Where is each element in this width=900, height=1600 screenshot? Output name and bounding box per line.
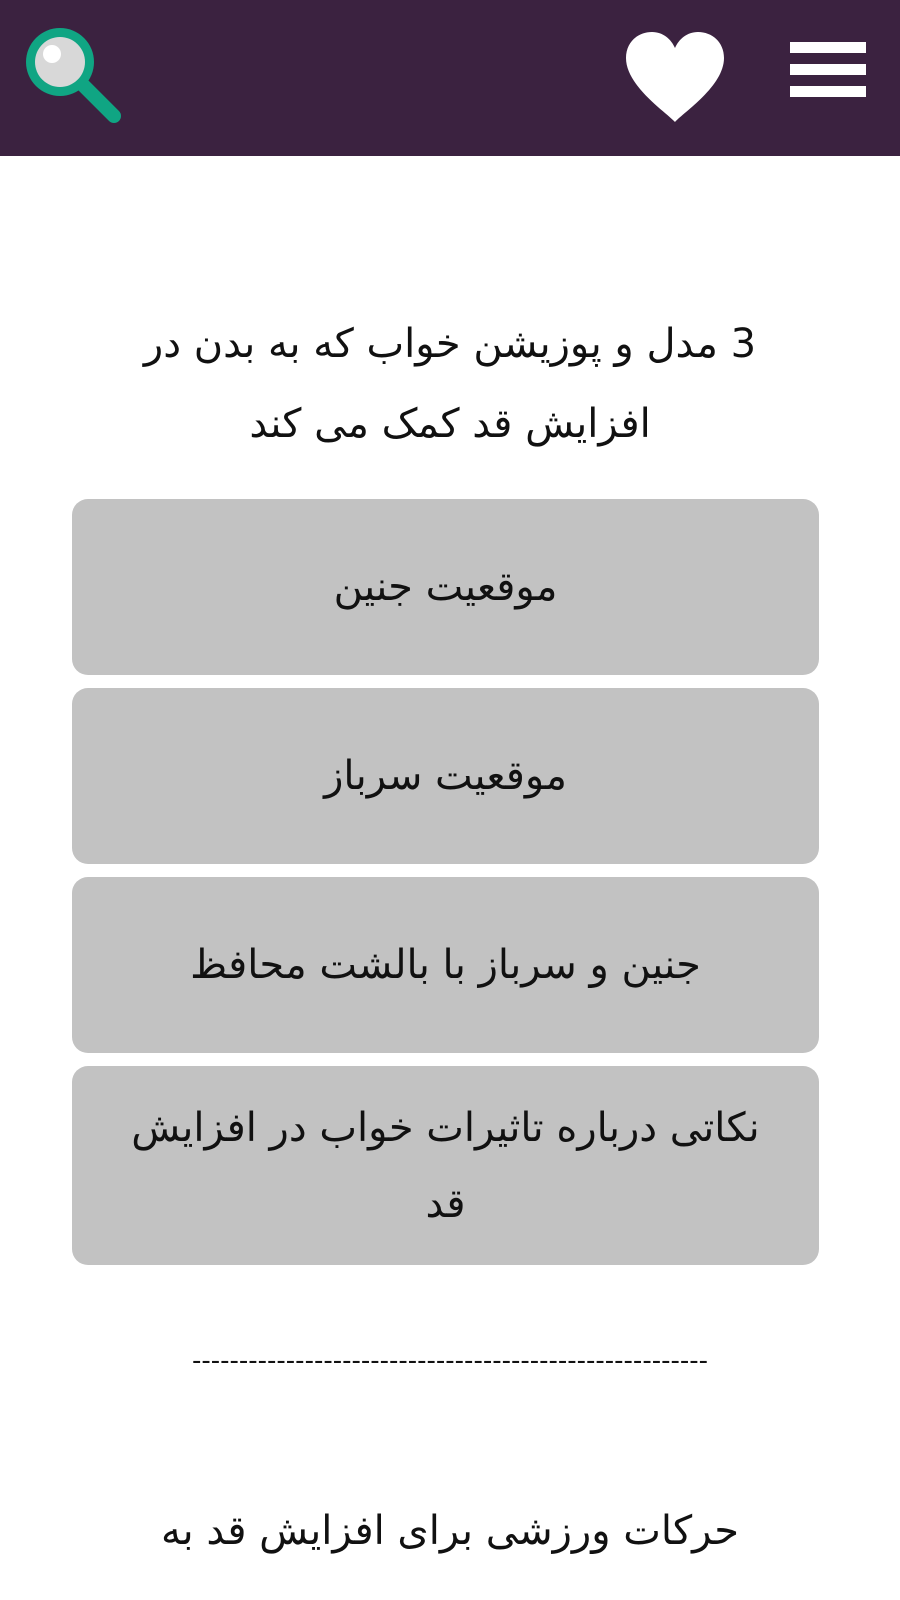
heart-icon bbox=[622, 28, 728, 126]
topic-button-fetal-position[interactable] bbox=[72, 499, 819, 675]
page-heading: 3 مدل و پوزیشن خواب که به بدن در افزایش قد کمک می کند bbox=[143, 321, 757, 447]
topic-button-label: موقعیت سرباز bbox=[324, 753, 567, 799]
main-content bbox=[0, 156, 900, 1600]
topic-button-label: نکاتی درباره تاثیرات خواب در افزایش قد bbox=[131, 1104, 760, 1227]
topic-button-fetal-soldier-pillow[interactable] bbox=[72, 877, 819, 1053]
app-header bbox=[0, 0, 900, 156]
menu-button[interactable] bbox=[786, 38, 870, 102]
topic-button-label: موقعیت جنین bbox=[333, 564, 558, 610]
topic-button-label: جنین و سرباز با بالشت محافظ bbox=[190, 942, 701, 988]
dashed-divider: ------------------------------------------------------- bbox=[191, 1346, 708, 1376]
search-icon bbox=[18, 20, 128, 130]
topic-button-sleep-tips[interactable] bbox=[72, 1066, 819, 1265]
topic-button-soldier-position[interactable] bbox=[72, 688, 819, 864]
menu-icon bbox=[786, 38, 870, 102]
favorites-button[interactable] bbox=[622, 28, 728, 126]
section-title: حرکات ورزشی برای افزایش قد به bbox=[161, 1508, 739, 1554]
search-button[interactable] bbox=[18, 20, 128, 130]
